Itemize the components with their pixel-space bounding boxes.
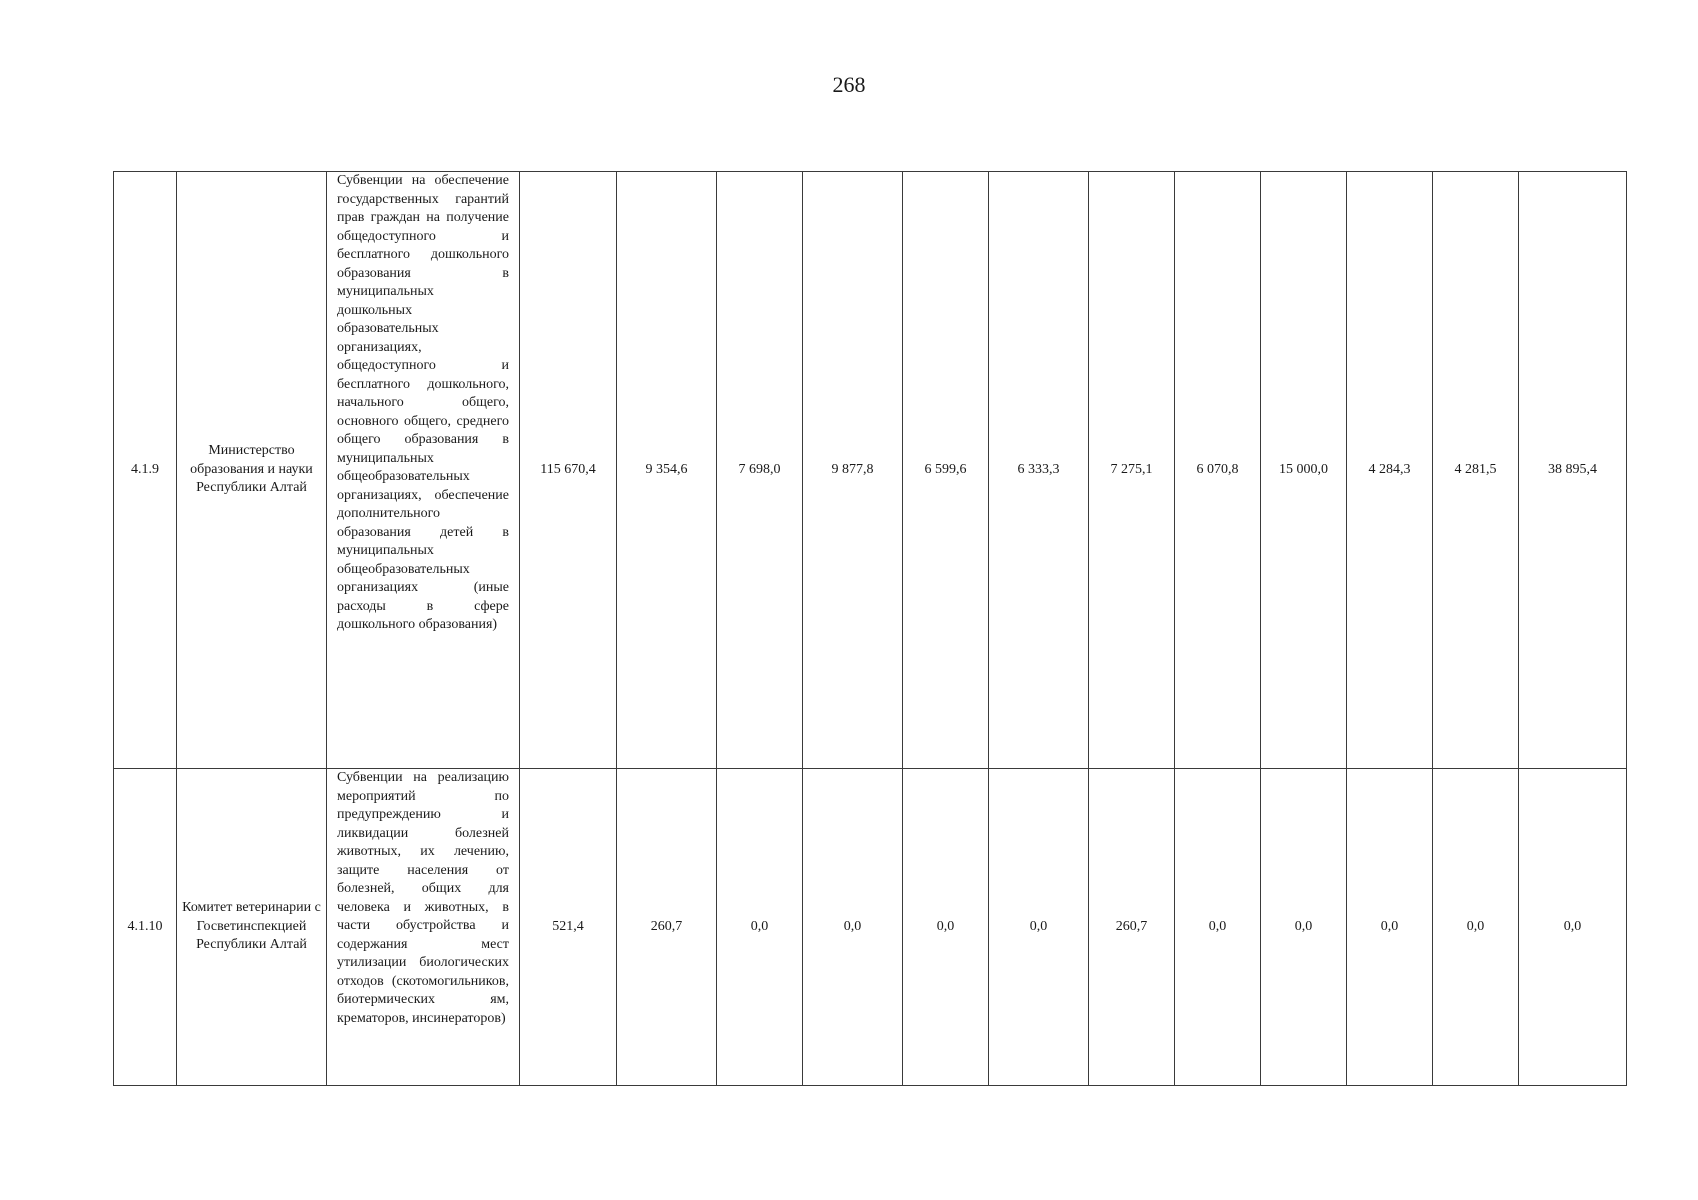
row-description: Субвенции на реализацию мероприятий по предупреждению и ликвидации болезней животных, их лечению, защите населения от болезней, общих для человека и животных, в части обустройства и содержания мест утилизации биологических отходов (скотомогильников, биотермических ям, крематоров, инсинераторов) [327,769,520,1086]
value-cell: 4 281,5 [1433,172,1519,769]
row-organization: Министерство образования и науки Республики Алтай [177,172,327,769]
value-cell: 0,0 [717,769,803,1086]
row-description: Субвенции на обеспечение государственных гарантий прав граждан на получение общедоступного и бесплатного дошкольного образования в муниципальных дошкольных образовательных организациях, общедоступного и бесплатного дошкольного, начального общего, основного общего, среднего общего образования в муниципальных общеобразовательных организациях, обеспечение дополнительного образования детей в муниципальных общеобразовательных организациях (иные расходы в сфере дошкольного образования) [327,172,520,769]
value-cell: 9 354,6 [617,172,717,769]
value-cell: 6 070,8 [1175,172,1261,769]
value-cell: 9 877,8 [803,172,903,769]
value-cell: 115 670,4 [520,172,617,769]
table-row [114,172,1627,769]
value-cell: 0,0 [1261,769,1347,1086]
value-cell: 0,0 [803,769,903,1086]
value-cell: 260,7 [1089,769,1175,1086]
value-cell: 6 599,6 [903,172,989,769]
row-code: 4.1.10 [114,769,177,1086]
value-cell: 6 333,3 [989,172,1089,769]
value-cell: 0,0 [1433,769,1519,1086]
row-organization: Комитет ветеринарии с Госветинспекцией Республики Алтай [177,769,327,1086]
value-cell: 260,7 [617,769,717,1086]
page-number: 268 [832,72,866,97]
value-cell: 521,4 [520,769,617,1086]
value-cell: 0,0 [1519,769,1627,1086]
value-cell: 0,0 [989,769,1089,1086]
value-cell: 15 000,0 [1261,172,1347,769]
row-code: 4.1.9 [114,172,177,769]
value-cell: 0,0 [903,769,989,1086]
value-cell: 7 698,0 [717,172,803,769]
value-cell: 38 895,4 [1519,172,1627,769]
budget-table [113,171,1627,1086]
value-cell: 4 284,3 [1347,172,1433,769]
value-cell: 0,0 [1175,769,1261,1086]
table-row [114,769,1627,1086]
value-cell: 7 275,1 [1089,172,1175,769]
value-cell: 0,0 [1347,769,1433,1086]
